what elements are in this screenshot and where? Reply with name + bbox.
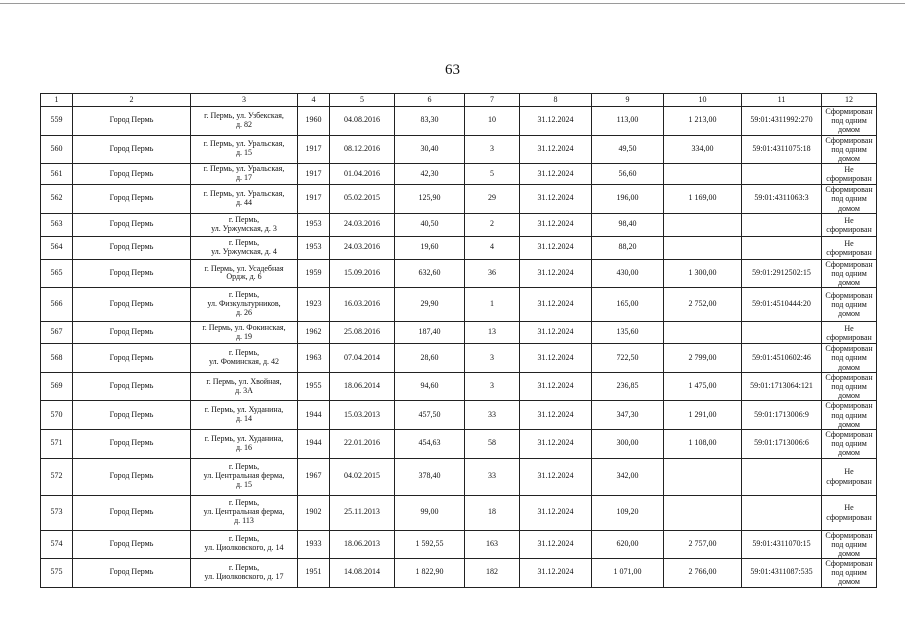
value-cell: 2 799,00 — [664, 344, 742, 373]
table-row — [41, 344, 877, 373]
value-cell: 1 071,00 — [592, 559, 664, 588]
col-header: 6 — [395, 94, 465, 107]
col-header: 4 — [298, 94, 330, 107]
city-cell: Город Пермь — [73, 164, 191, 185]
address-line: д. 16 — [235, 442, 253, 452]
address-cell — [191, 107, 298, 136]
city-cell: Город Пермь — [73, 372, 191, 401]
col-header: 10 — [664, 94, 742, 107]
value-cell: 2 766,00 — [664, 559, 742, 588]
residents-cell: 58 — [465, 429, 520, 458]
table-row — [41, 372, 877, 401]
city-cell: Город Пермь — [73, 185, 191, 214]
residents-cell: 5 — [465, 164, 520, 185]
year-cell: 1917 — [298, 185, 330, 214]
deadline-cell: 31.12.2024 — [520, 288, 592, 322]
row-number-cell: 568 — [41, 344, 73, 373]
status-cell: Сформирован под одним домом — [822, 530, 877, 559]
residents-cell: 18 — [465, 495, 520, 530]
address-line: г. Пермь, ул. Хвойная, — [206, 376, 282, 386]
value-cell — [664, 213, 742, 236]
city-cell: Город Пермь — [73, 344, 191, 373]
year-cell: 1963 — [298, 344, 330, 373]
status-cell: Сформирован под одним домом — [822, 372, 877, 401]
cadastral-number-cell — [742, 236, 822, 259]
status-cell: Сформирован под одним домом — [822, 107, 877, 136]
deadline-cell: 31.12.2024 — [520, 107, 592, 136]
status-cell: Сформирован под одним домом — [822, 559, 877, 588]
year-cell: 1960 — [298, 107, 330, 136]
value-cell — [664, 164, 742, 185]
status-cell: Не сформирован — [822, 236, 877, 259]
address-cell — [191, 530, 298, 559]
deadline-cell: 31.12.2024 — [520, 429, 592, 458]
address-line: ул. Физкультурников, — [207, 299, 281, 309]
value-cell: 620,00 — [592, 530, 664, 559]
table-row — [41, 288, 877, 322]
area-cell: 29,90 — [395, 288, 465, 322]
table-row — [41, 185, 877, 214]
value-cell: 196,00 — [592, 185, 664, 214]
residents-cell: 182 — [465, 559, 520, 588]
row-number-cell: 566 — [41, 288, 73, 322]
date-cell: 15.03.2013 — [330, 401, 395, 430]
city-cell: Город Пермь — [73, 259, 191, 288]
address-line: г. Пермь, ул. Уральская, — [203, 188, 285, 198]
header-row — [41, 94, 877, 107]
cadastral-number-cell — [742, 458, 822, 495]
address-line: д. 82 — [235, 119, 253, 129]
city-cell: Город Пермь — [73, 530, 191, 559]
address-line: ул. Центральная ферма, — [203, 507, 285, 517]
date-cell: 16.03.2016 — [330, 288, 395, 322]
address-line: д. 14 — [235, 414, 253, 424]
value-cell: 342,00 — [592, 458, 664, 495]
table-row — [41, 559, 877, 588]
residents-cell: 163 — [465, 530, 520, 559]
table-row — [41, 135, 877, 164]
status-cell: Сформирован под одним домом — [822, 185, 877, 214]
area-cell: 83,30 — [395, 107, 465, 136]
residents-cell: 3 — [465, 135, 520, 164]
deadline-cell: 31.12.2024 — [520, 164, 592, 185]
address-line: д. 19 — [235, 331, 253, 341]
table-row — [41, 530, 877, 559]
deadline-cell: 31.12.2024 — [520, 322, 592, 344]
residents-cell: 1 — [465, 288, 520, 322]
value-cell: 88,20 — [592, 236, 664, 259]
area-cell: 457,50 — [395, 401, 465, 430]
value-cell: 1 300,00 — [664, 259, 742, 288]
status-cell: Сформирован под одним домом — [822, 288, 877, 322]
value-cell — [664, 495, 742, 530]
deadline-cell: 31.12.2024 — [520, 495, 592, 530]
deadline-cell: 31.12.2024 — [520, 401, 592, 430]
address-line: г. Пермь, ул. Усадебная — [204, 263, 284, 273]
row-number-cell: 560 — [41, 135, 73, 164]
value-cell: 1 108,00 — [664, 429, 742, 458]
address-cell — [191, 344, 298, 373]
row-number-cell: 565 — [41, 259, 73, 288]
area-cell: 30,40 — [395, 135, 465, 164]
address-line: ул. Уржумская, д. 4 — [211, 246, 277, 256]
city-cell: Город Пермь — [73, 213, 191, 236]
area-cell: 19,60 — [395, 236, 465, 259]
address-line: ул. Уржумская, д. 3 — [211, 223, 277, 233]
area-cell: 632,60 — [395, 259, 465, 288]
address-line: г. Пермь, — [228, 290, 260, 300]
status-cell: Не сформирован — [822, 495, 877, 530]
value-cell: 1 213,00 — [664, 107, 742, 136]
col-header: 2 — [73, 94, 191, 107]
address-cell — [191, 322, 298, 344]
date-cell: 04.02.2015 — [330, 458, 395, 495]
row-number-cell: 571 — [41, 429, 73, 458]
address-line: г. Пермь, — [228, 498, 260, 508]
city-cell: Город Пермь — [73, 288, 191, 322]
city-cell: Город Пермь — [73, 401, 191, 430]
value-cell: 300,00 — [592, 429, 664, 458]
address-cell — [191, 213, 298, 236]
table-row — [41, 236, 877, 259]
address-line: г. Пермь, — [228, 214, 260, 224]
city-cell: Город Пермь — [73, 107, 191, 136]
residents-cell: 36 — [465, 259, 520, 288]
col-header: 1 — [41, 94, 73, 107]
table-row — [41, 495, 877, 530]
address-line: ул. Фоминская, д. 42 — [208, 357, 280, 367]
address-cell — [191, 259, 298, 288]
year-cell: 1962 — [298, 322, 330, 344]
deadline-cell: 31.12.2024 — [520, 236, 592, 259]
table-row — [41, 401, 877, 430]
year-cell: 1902 — [298, 495, 330, 530]
row-number-cell: 572 — [41, 458, 73, 495]
col-header: 7 — [465, 94, 520, 107]
area-cell: 99,00 — [395, 495, 465, 530]
cadastral-number-cell — [742, 495, 822, 530]
value-cell: 49,50 — [592, 135, 664, 164]
city-cell: Город Пермь — [73, 429, 191, 458]
status-cell: Не сформирован — [822, 213, 877, 236]
address-line: д. 44 — [235, 197, 253, 207]
deadline-cell: 31.12.2024 — [520, 344, 592, 373]
deadline-cell: 31.12.2024 — [520, 259, 592, 288]
row-number-cell: 563 — [41, 213, 73, 236]
address-cell — [191, 164, 298, 185]
deadline-cell: 31.12.2024 — [520, 458, 592, 495]
address-line: г. Пермь, — [228, 348, 260, 358]
cadastral-number-cell: 59:01:1713006:9 — [742, 401, 822, 430]
address-line: д. 15 — [235, 479, 253, 489]
address-cell — [191, 135, 298, 164]
cadastral-number-cell: 59:01:4510444:20 — [742, 288, 822, 322]
city-cell: Город Пермь — [73, 236, 191, 259]
page-number: 63 — [445, 62, 460, 78]
table-row — [41, 164, 877, 185]
year-cell: 1967 — [298, 458, 330, 495]
cadastral-number-cell: 59:01:4311075:18 — [742, 135, 822, 164]
area-cell: 42,30 — [395, 164, 465, 185]
city-cell: Город Пермь — [73, 135, 191, 164]
row-number-cell: 573 — [41, 495, 73, 530]
address-line: д. 17 — [235, 173, 253, 183]
status-cell: Сформирован под одним домом — [822, 259, 877, 288]
cadastral-number-cell: 59:01:4510602:46 — [742, 344, 822, 373]
year-cell: 1955 — [298, 372, 330, 401]
residents-cell: 13 — [465, 322, 520, 344]
date-cell: 05.02.2015 — [330, 185, 395, 214]
cadastral-number-cell — [742, 322, 822, 344]
address-cell — [191, 401, 298, 430]
cadastral-number-cell: 59:01:1713064:121 — [742, 372, 822, 401]
col-header: 9 — [592, 94, 664, 107]
address-cell — [191, 288, 298, 322]
address-cell — [191, 372, 298, 401]
city-cell: Город Пермь — [73, 495, 191, 530]
address-line: д. 3А — [235, 385, 253, 395]
date-cell: 25.11.2013 — [330, 495, 395, 530]
cadastral-number-cell: 59:01:4311063:3 — [742, 185, 822, 214]
year-cell: 1917 — [298, 164, 330, 185]
table-row — [41, 429, 877, 458]
status-cell: Сформирован под одним домом — [822, 344, 877, 373]
date-cell: 01.04.2016 — [330, 164, 395, 185]
status-cell: Сформирован под одним домом — [822, 401, 877, 430]
row-number-cell: 574 — [41, 530, 73, 559]
status-cell: Сформирован под одним домом — [822, 135, 877, 164]
deadline-cell: 31.12.2024 — [520, 559, 592, 588]
residents-cell: 29 — [465, 185, 520, 214]
address-line: г. Пермь, — [228, 534, 260, 544]
area-cell: 94,60 — [395, 372, 465, 401]
date-cell: 18.06.2014 — [330, 372, 395, 401]
value-cell: 722,50 — [592, 344, 664, 373]
address-line: Ордж, д. 6 — [226, 272, 262, 282]
value-cell: 236,85 — [592, 372, 664, 401]
residents-cell: 3 — [465, 344, 520, 373]
year-cell: 1917 — [298, 135, 330, 164]
table-row — [41, 322, 877, 344]
cadastral-number-cell: 59:01:2912502:15 — [742, 259, 822, 288]
top-rule — [0, 3, 905, 4]
deadline-cell: 31.12.2024 — [520, 213, 592, 236]
area-cell: 40,50 — [395, 213, 465, 236]
value-cell: 98,40 — [592, 213, 664, 236]
address-cell — [191, 185, 298, 214]
row-number-cell: 575 — [41, 559, 73, 588]
cadastral-number-cell: 59:01:1713006:6 — [742, 429, 822, 458]
table-row — [41, 259, 877, 288]
city-cell: Город Пермь — [73, 559, 191, 588]
date-cell: 22.01.2016 — [330, 429, 395, 458]
value-cell: 2 752,00 — [664, 288, 742, 322]
residents-cell: 33 — [465, 458, 520, 495]
year-cell: 1951 — [298, 559, 330, 588]
deadline-cell: 31.12.2024 — [520, 372, 592, 401]
year-cell: 1933 — [298, 530, 330, 559]
value-cell — [664, 322, 742, 344]
city-cell: Город Пермь — [73, 322, 191, 344]
address-cell — [191, 495, 298, 530]
city-cell: Город Пермь — [73, 458, 191, 495]
area-cell: 1 822,90 — [395, 559, 465, 588]
address-cell — [191, 559, 298, 588]
deadline-cell: 31.12.2024 — [520, 530, 592, 559]
address-line: г. Пермь, ул. Фокинская, — [202, 322, 286, 332]
value-cell: 1 291,00 — [664, 401, 742, 430]
area-cell: 28,60 — [395, 344, 465, 373]
value-cell: 56,60 — [592, 164, 664, 185]
row-number-cell: 559 — [41, 107, 73, 136]
cadastral-number-cell: 59:01:4311087:535 — [742, 559, 822, 588]
status-cell: Не сформирован — [822, 164, 877, 185]
address-line: ул. Циолковского, д. 14 — [204, 543, 284, 553]
date-cell: 08.12.2016 — [330, 135, 395, 164]
area-cell: 454,63 — [395, 429, 465, 458]
residents-cell: 4 — [465, 236, 520, 259]
date-cell: 24.03.2016 — [330, 236, 395, 259]
value-cell: 1 169,00 — [664, 185, 742, 214]
address-cell — [191, 236, 298, 259]
address-cell — [191, 429, 298, 458]
row-number-cell: 562 — [41, 185, 73, 214]
value-cell: 1 475,00 — [664, 372, 742, 401]
date-cell: 04.08.2016 — [330, 107, 395, 136]
status-cell: Сформирован под одним домом — [822, 429, 877, 458]
table-row — [41, 213, 877, 236]
address-line: г. Пермь, ул. Худанина, — [204, 405, 284, 415]
value-cell: 430,00 — [592, 259, 664, 288]
row-number-cell: 561 — [41, 164, 73, 185]
row-number-cell: 567 — [41, 322, 73, 344]
col-header: 8 — [520, 94, 592, 107]
address-line: ул. Циолковского, д. 17 — [204, 571, 284, 581]
deadline-cell: 31.12.2024 — [520, 135, 592, 164]
table-row — [41, 107, 877, 136]
address-cell — [191, 458, 298, 495]
address-line: г. Пермь, ул. Уральская, — [203, 139, 285, 149]
row-number-cell: 564 — [41, 236, 73, 259]
address-line: ул. Центральная ферма, — [203, 471, 285, 481]
year-cell: 1944 — [298, 401, 330, 430]
address-line: г. Пермь, — [228, 237, 260, 247]
value-cell: 334,00 — [664, 135, 742, 164]
area-cell: 1 592,55 — [395, 530, 465, 559]
address-line: г. Пермь, — [228, 562, 260, 572]
cadastral-number-cell: 59:01:4311070:15 — [742, 530, 822, 559]
year-cell: 1944 — [298, 429, 330, 458]
value-cell: 135,60 — [592, 322, 664, 344]
address-line: д. 26 — [235, 308, 253, 318]
year-cell: 1953 — [298, 213, 330, 236]
residents-cell: 33 — [465, 401, 520, 430]
residents-cell: 10 — [465, 107, 520, 136]
year-cell: 1923 — [298, 288, 330, 322]
area-cell: 125,90 — [395, 185, 465, 214]
residents-cell: 3 — [465, 372, 520, 401]
area-cell: 378,40 — [395, 458, 465, 495]
value-cell: 109,20 — [592, 495, 664, 530]
address-line: г. Пермь, ул. Узбекская, — [204, 110, 284, 120]
year-cell: 1953 — [298, 236, 330, 259]
value-cell: 165,00 — [592, 288, 664, 322]
value-cell: 347,30 — [592, 401, 664, 430]
area-cell: 187,40 — [395, 322, 465, 344]
cadastral-number-cell: 59:01:4311992:270 — [742, 107, 822, 136]
address-line: г. Пермь, ул. Худанина, — [204, 433, 284, 443]
year-cell: 1959 — [298, 259, 330, 288]
address-line: г. Пермь, ул. Уральская, — [203, 164, 285, 174]
cadastral-number-cell — [742, 164, 822, 185]
housing-table — [40, 93, 877, 588]
date-cell: 25.08.2016 — [330, 322, 395, 344]
value-cell: 2 757,00 — [664, 530, 742, 559]
col-header: 5 — [330, 94, 395, 107]
address-line: д. 113 — [234, 515, 254, 525]
date-cell: 18.06.2013 — [330, 530, 395, 559]
date-cell: 24.03.2016 — [330, 213, 395, 236]
status-cell: Не сформирован — [822, 322, 877, 344]
row-number-cell: 569 — [41, 372, 73, 401]
date-cell: 07.04.2014 — [330, 344, 395, 373]
date-cell: 14.08.2014 — [330, 559, 395, 588]
address-line: г. Пермь, — [228, 462, 260, 472]
cadastral-number-cell — [742, 213, 822, 236]
residents-cell: 2 — [465, 213, 520, 236]
table-row — [41, 458, 877, 495]
col-header: 12 — [822, 94, 877, 107]
row-number-cell: 570 — [41, 401, 73, 430]
col-header: 3 — [191, 94, 298, 107]
deadline-cell: 31.12.2024 — [520, 185, 592, 214]
date-cell: 15.09.2016 — [330, 259, 395, 288]
status-cell: Не сформирован — [822, 458, 877, 495]
value-cell — [664, 236, 742, 259]
value-cell: 113,00 — [592, 107, 664, 136]
address-line: д. 15 — [235, 148, 253, 158]
value-cell — [664, 458, 742, 495]
col-header: 11 — [742, 94, 822, 107]
